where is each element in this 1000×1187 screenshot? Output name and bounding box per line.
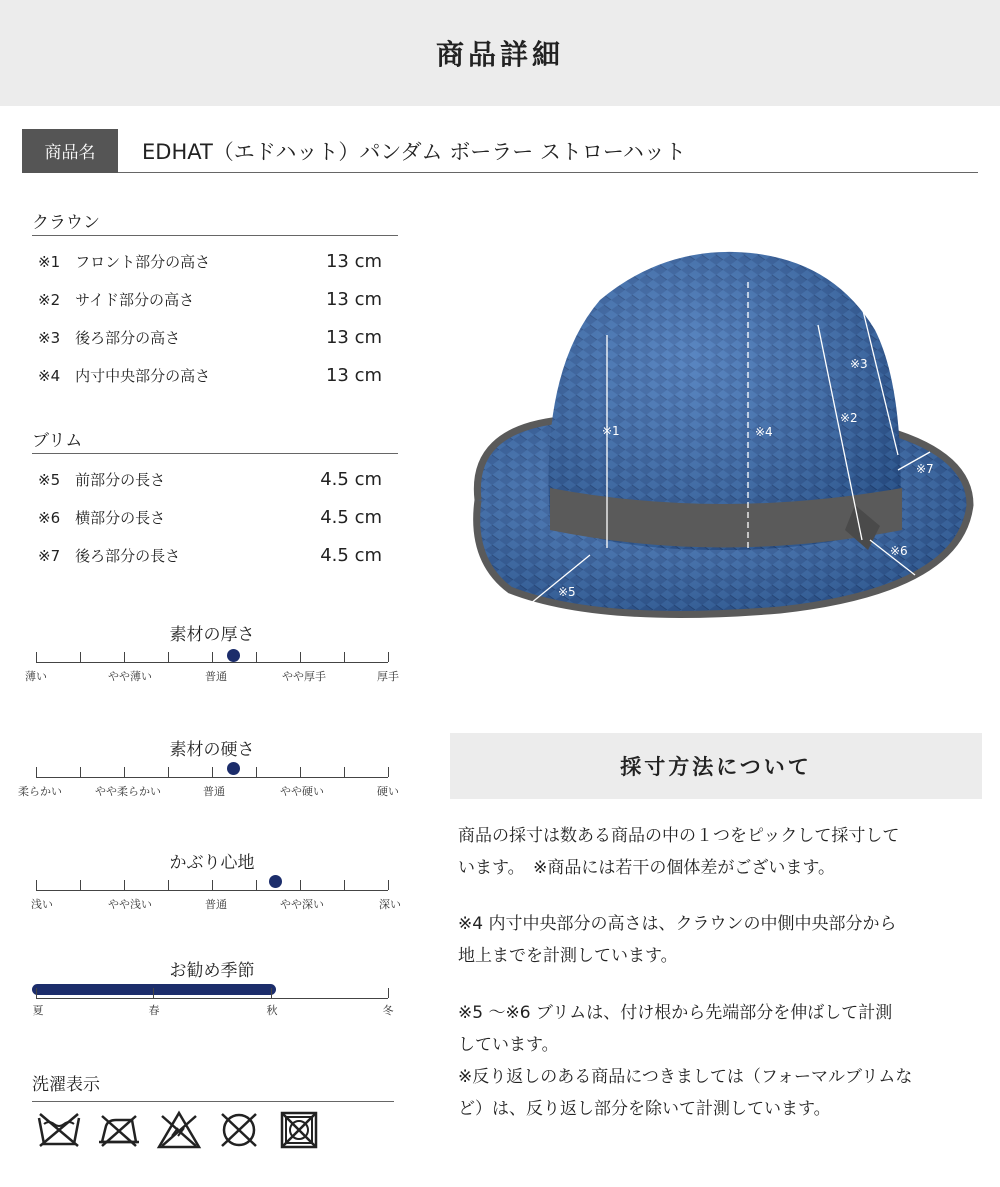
spec-value: 13 cm [325,364,382,386]
spec-value: 4.5 cm [320,468,382,490]
spec-row [32,460,398,498]
spec-label: ※3 後ろ部分の高さ [38,328,181,347]
scale-tick [271,988,272,998]
spec-label: ※4 内寸中央部分の高さ [38,366,211,385]
spec-row [32,318,398,356]
crown-spec-section [32,208,398,394]
scale-label: 硬い [377,785,399,798]
method-line: しています。 [458,1035,559,1055]
scale-title: 素材の硬さ [169,740,255,760]
hardness-scale [18,735,399,805]
marker-3: ※3 [850,357,868,371]
season-scale [32,956,394,1026]
spec-row [32,498,398,536]
method-line: います。 ※商品には若干の個体差がございます。 [458,858,836,878]
scale-line [36,777,388,778]
scale-tick [300,652,301,662]
marker-4: ※4 [755,425,773,439]
crown-heading: クラウン [32,208,398,236]
scale-label: やや浅い [108,898,152,911]
scale-tick [388,767,389,777]
scale-label: 普通 [203,785,225,798]
scale-line [36,998,388,999]
method-line: 商品の採寸は数ある商品の中の１つをピックして採寸して [458,826,900,846]
spec-row [32,536,398,574]
scale-tick [153,988,154,998]
page-title: 商品詳細 [435,38,564,71]
product-name-label: 商品名 [22,129,118,173]
scale-tick [256,767,257,777]
scale-tick [168,880,169,890]
scale-title: 素材の厚さ [169,625,255,645]
scale-tick [256,652,257,662]
no-tumble-dry-icon [276,1110,322,1150]
care-heading: 洗濯表示 [32,1070,394,1102]
scale-tick [36,767,37,777]
hat-photo [450,230,990,700]
spec-value: 4.5 cm [320,544,382,566]
scale-line [36,662,388,663]
scale-tick [36,988,37,998]
marker-2: ※2 [840,411,858,425]
product-name-value: EDHAT（エドハット）パンダム ボーラー ストローハット [142,139,686,164]
no-ironing-icon [96,1110,142,1150]
scale-tick [300,880,301,890]
product-name-row [22,129,978,173]
scale-marker [227,762,240,775]
method-line: ※4 内寸中央部分の高さは、クラウンの中側中央部分から [458,914,897,934]
scale-label: 浅い [31,898,53,911]
scale-tick [80,652,81,662]
scale-tick [344,652,345,662]
scale-tick [300,767,301,777]
method-line: 地上までを計測しています。 [458,946,678,966]
method-line: ど）は、反り返し部分を除いて計測しています。 [458,1099,831,1119]
scale-tick [36,880,37,890]
spec-label: ※5 前部分の長さ [38,470,166,489]
method-title: 採寸方法について [620,755,812,779]
spec-row [32,242,398,280]
spec-value: 13 cm [325,326,382,348]
method-paragraph-3 [458,997,978,1125]
brim-heading: ブリム [32,426,398,454]
scale-tick [344,880,345,890]
scale-label: 普通 [205,898,227,911]
scale-label: やや深い [280,898,324,911]
spec-row [32,356,398,394]
care-icons [36,1110,322,1150]
spec-label: ※6 横部分の長さ [38,508,166,527]
scale-tick [212,880,213,890]
scale-label: 厚手 [377,670,399,683]
scale-label: 普通 [205,670,227,683]
spec-label: ※7 後ろ部分の長さ [38,546,181,565]
brim-spec-section [32,426,398,574]
spec-value: 4.5 cm [320,506,382,528]
scale-tick [124,767,125,777]
scale-label: 春 [148,1004,160,1017]
scale-tick [168,652,169,662]
method-line: ※5 ～※6 ブリムは、付け根から先端部分を伸ばして計測 [458,1003,893,1023]
method-paragraph-2 [458,908,978,972]
scale-tick [80,767,81,777]
page-header [0,0,1000,106]
scale-label: やや薄い [108,670,152,683]
scale-tick [256,880,257,890]
no-dry-clean-icon [216,1110,262,1150]
scale-label: 深い [379,898,401,911]
scale-tick [168,767,169,777]
scale-label: 薄い [25,670,47,683]
spec-value: 13 cm [325,250,382,272]
scale-marker [227,649,240,662]
scale-tick [36,652,37,662]
scale-tick [388,652,389,662]
marker-1: ※1 [602,424,620,438]
scale-tick [80,880,81,890]
scale-tick [212,767,213,777]
scale-line [36,890,388,891]
method-line: ※反り返しのある商品につきましては（フォーマルブリムな [458,1067,913,1087]
spec-row [32,280,398,318]
scale-label: 柔らかい [18,785,62,798]
scale-tick [124,652,125,662]
scale-label: 秋 [266,1004,278,1017]
scale-label: やや硬い [280,785,324,798]
scale-tick [124,880,125,890]
scale-label: 冬 [382,1004,394,1017]
marker-7: ※7 [916,462,934,476]
fit-scale [31,848,401,918]
scale-label: 夏 [32,1004,44,1017]
scale-label: やや厚手 [282,670,326,683]
scale-tick [388,880,389,890]
scale-title: お勧め季節 [169,961,255,981]
no-bleach-icon [156,1110,202,1150]
scale-marker [269,875,282,888]
scale-tick [212,652,213,662]
no-wash-icon [36,1110,82,1150]
method-paragraph-1 [458,820,978,884]
marker-6: ※6 [890,544,908,558]
scale-label: やや柔らかい [95,785,161,798]
scale-tick [344,767,345,777]
spec-label: ※1 フロント部分の高さ [38,252,211,271]
spec-value: 13 cm [325,288,382,310]
method-header [450,733,982,799]
scale-title: かぶり心地 [169,853,255,873]
thickness-scale [25,620,399,690]
scale-tick [388,988,389,998]
spec-label: ※2 サイド部分の高さ [38,290,195,309]
marker-5: ※5 [558,585,576,599]
